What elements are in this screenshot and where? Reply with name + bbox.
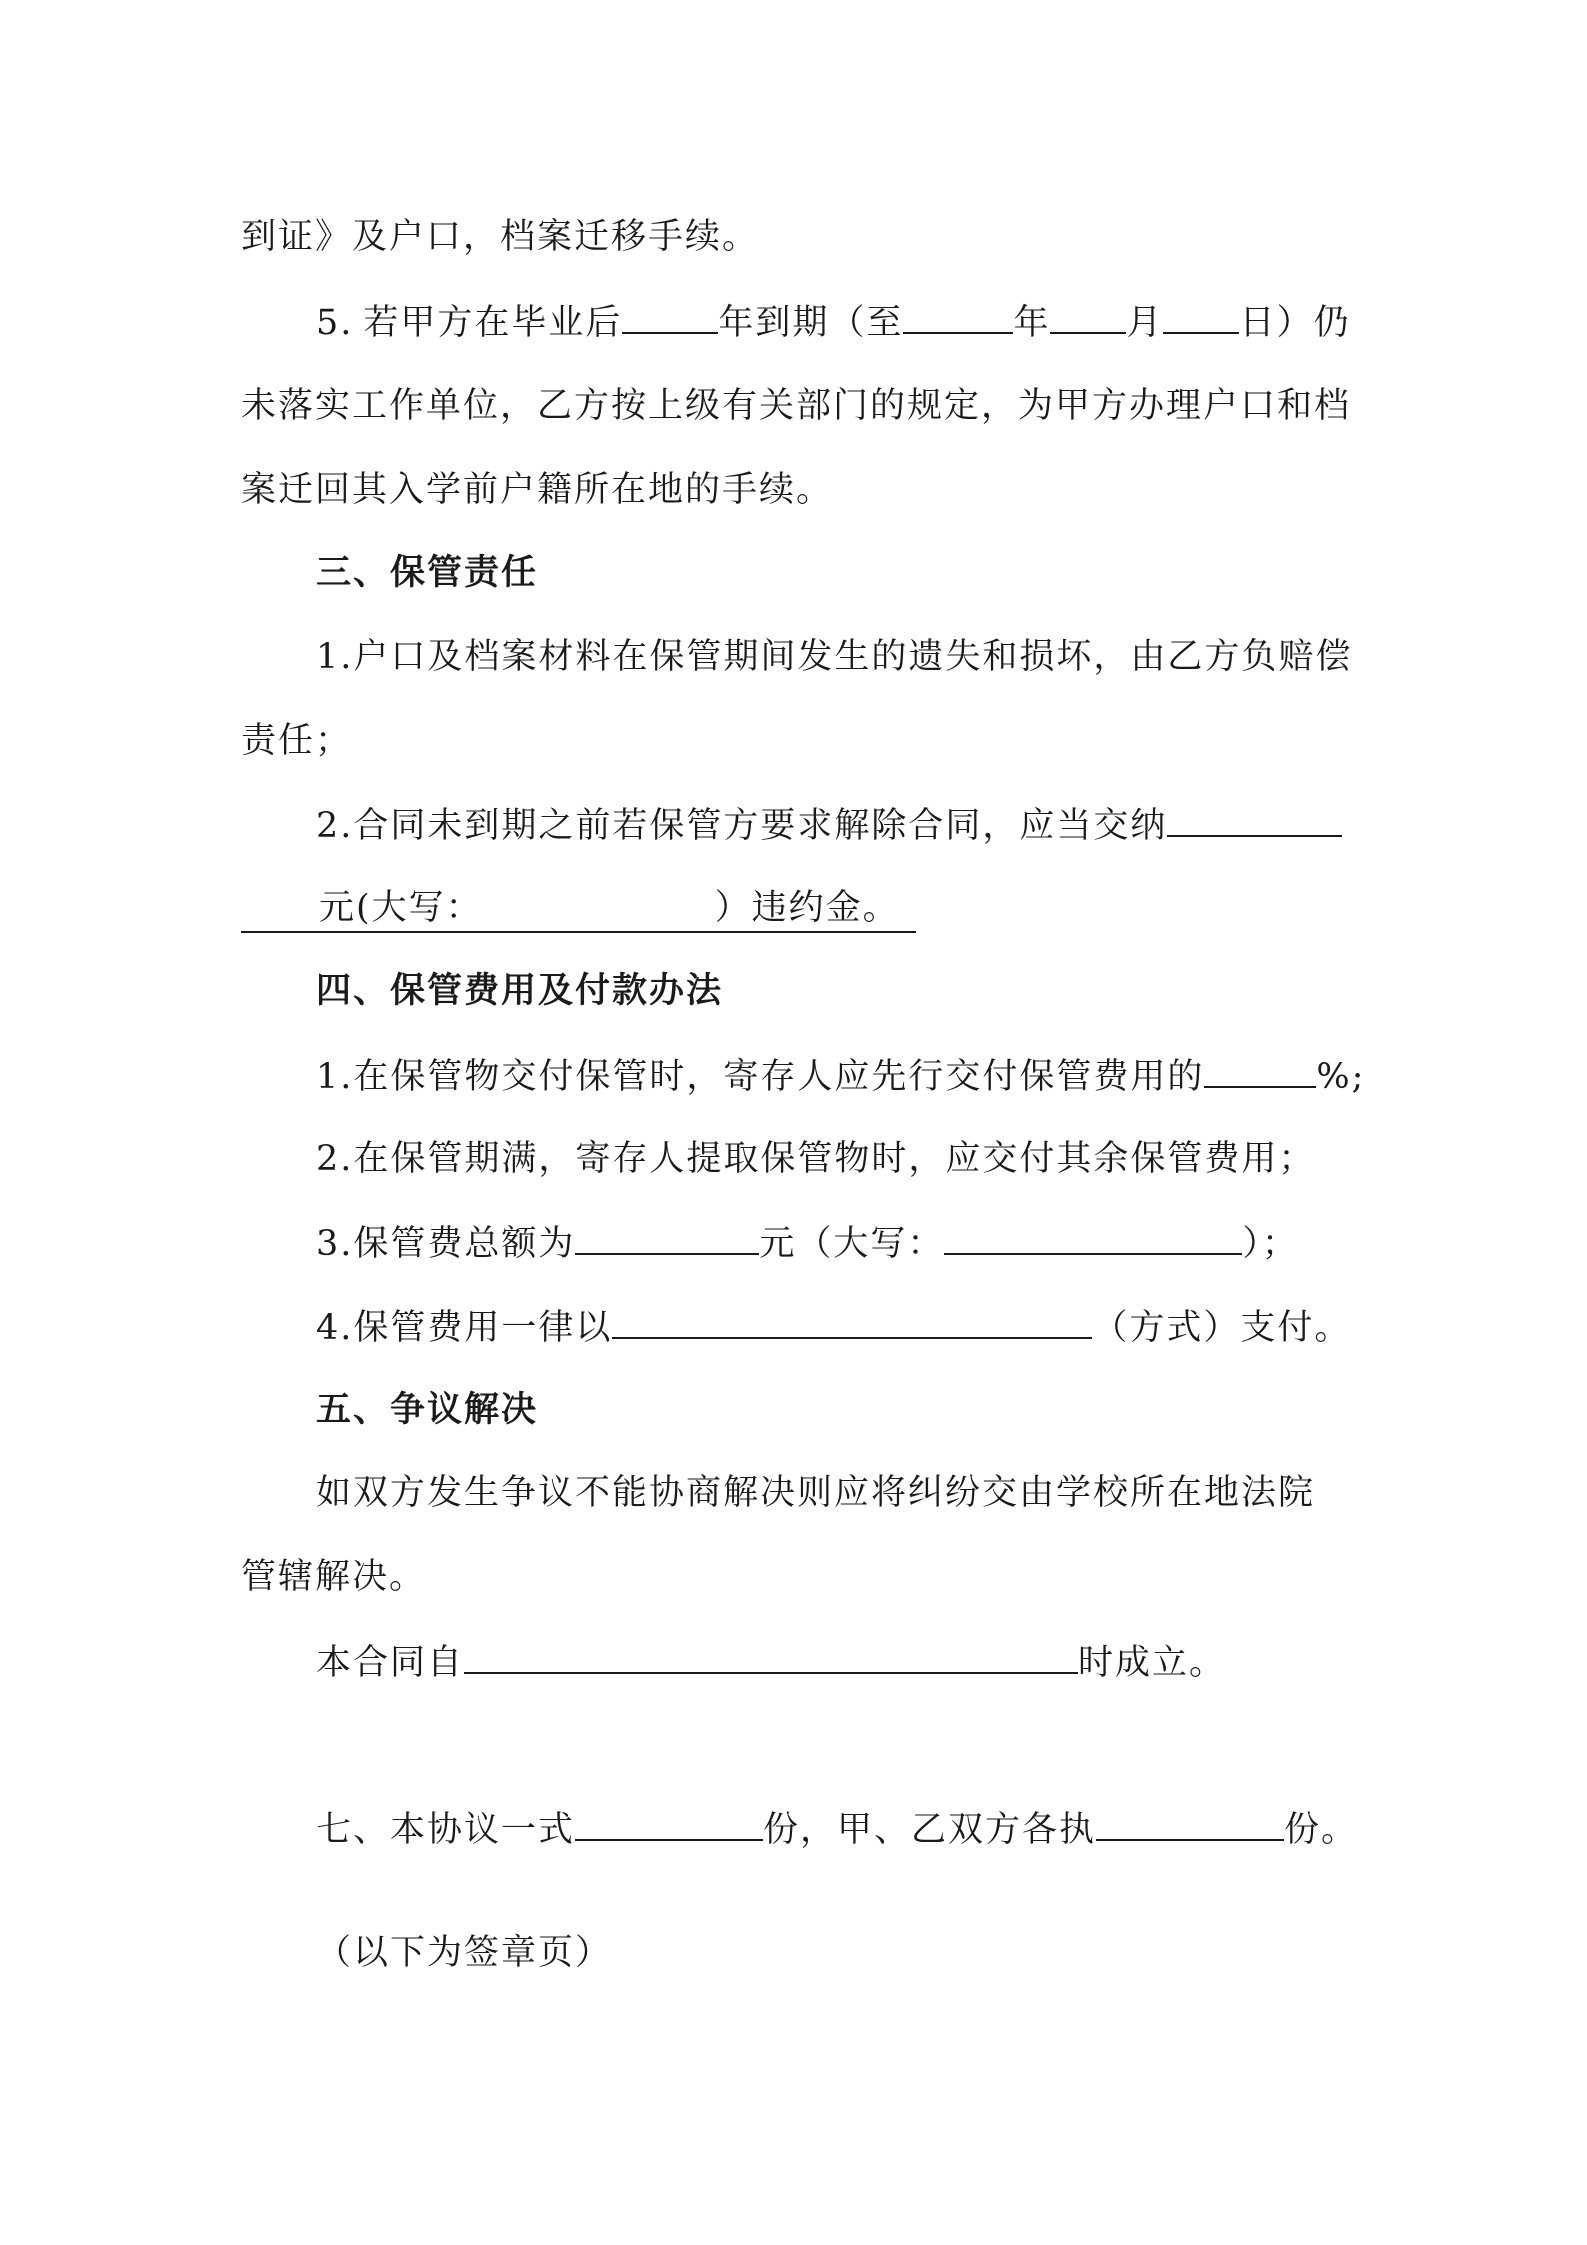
section-3-item-1-line-1 [316,634,1351,680]
paragraph-transfer-end [241,214,1351,260]
section-5-heading [316,1387,1351,1433]
section-3-item-1-text-2: 责任； [241,721,353,761]
total-fee-blank[interactable] [575,1219,759,1255]
section-4-item-4-text-a: 4.保管费用一律以 [316,1308,613,1348]
years-after-graduation-blank[interactable] [622,298,718,334]
section-4-item-3-text-b: 元（大写： [759,1224,945,1264]
expiry-month-blank[interactable] [1050,298,1126,334]
item-5-line-3 [241,467,1351,513]
item-5-number: 5. [316,303,354,343]
expiry-day-blank[interactable] [1163,298,1239,334]
section-3-item-1-line-2 [241,718,1351,764]
section-3-heading [316,550,1351,596]
section-3-item-2-line-2 [241,885,1351,933]
item-5-line-2 [241,383,1351,429]
effective-clause [316,1638,1351,1686]
item-5-text-line-2: 未落实工作单位，乙方按上级有关部门的规定，为甲方办理户口和档 [241,386,1352,426]
section-3-item-2-text-2b: ）违约金。 [714,888,900,928]
penalty-amount-blank[interactable] [1167,801,1342,837]
section-3-item-1-text-1: 1.户口及档案材料在保管期间发生的遗失和损坏，由乙方负赔偿 [316,637,1353,677]
copies-each-blank[interactable] [1096,1805,1284,1841]
text-transfer-end: 到证》及户口，档案迁移手续。 [241,217,760,257]
section-3-item-2-text-1: 2.合同未到期之前若保管方要求解除合同，应当交纳 [316,806,1168,846]
section-4-item-2-text: 2.在保管期满，寄存人提取保管物时，应交付其余保管费用； [316,1139,1316,1179]
section-7-clause [316,1805,1359,1853]
signature-note [316,1930,1351,1976]
section-4-item-3-text-c: ）； [1242,1224,1299,1264]
section-5-text-1: 如双方发生争议不能协商解决则应将纠纷交由学校所在地法院 [316,1473,1316,1513]
section-4-item-4 [316,1303,1351,1351]
expiry-year-blank[interactable] [903,298,1013,334]
section-5-text-2: 管辖解决。 [241,1557,427,1597]
section-4-item-4-text-b: （方式）支付。 [1092,1308,1352,1348]
section-7-text-c: 份。 [1284,1810,1359,1850]
section-3-item-2-text-2a: 元(大写： [319,888,483,928]
section-3-heading-text: 三、保管责任 [316,552,539,593]
section-4-item-1-text-a: 1.在保管物交付保管时，寄存人应先行交付保管费用的 [316,1057,1205,1097]
section-7-text-a: 七、本协议一式 [316,1810,576,1850]
section-4-item-1-text-b: %; [1316,1057,1366,1097]
section-4-item-2 [316,1136,1351,1182]
section-4-heading-text: 四、保管费用及付款办法 [316,970,724,1011]
section-4-item-3-text-a: 3.保管费总额为 [316,1224,576,1264]
item-5-text-d: 月 [1126,303,1164,343]
item-5-text-e: 日）仍 [1239,303,1351,343]
total-fee-capitalized-blank[interactable] [944,1219,1242,1255]
item-5-text-b: 年到期（至 [718,303,904,343]
section-5-heading-text: 五、争议解决 [316,1389,539,1430]
payment-method-blank[interactable] [612,1303,1092,1339]
item-5-text-a: 若甲方在毕业后 [363,303,623,343]
prepayment-percent-blank[interactable] [1204,1052,1316,1088]
item-5-line-1 [316,298,1351,346]
section-3-item-2-line-1 [316,801,1351,849]
section-5-line-2 [241,1554,1351,1600]
section-5-line-1 [316,1470,1351,1516]
section-4-heading [316,968,1351,1014]
signature-note-text: （以下为签章页） [316,1933,613,1973]
penalty-underlined-run [241,885,916,933]
section-7-text-b: 份，甲、乙双方各执 [763,1810,1097,1850]
effective-text-b: 时成立。 [1078,1643,1227,1683]
item-5-text-c: 年 [1013,303,1051,343]
effective-text-a: 本合同自 [316,1643,465,1683]
section-4-item-1 [316,1052,1366,1100]
copies-total-blank[interactable] [575,1805,763,1841]
section-4-item-3 [316,1219,1351,1267]
effective-date-blank[interactable] [464,1638,1078,1674]
item-5-text-line-3: 案迁回其入学前户籍所在地的手续。 [241,470,834,510]
